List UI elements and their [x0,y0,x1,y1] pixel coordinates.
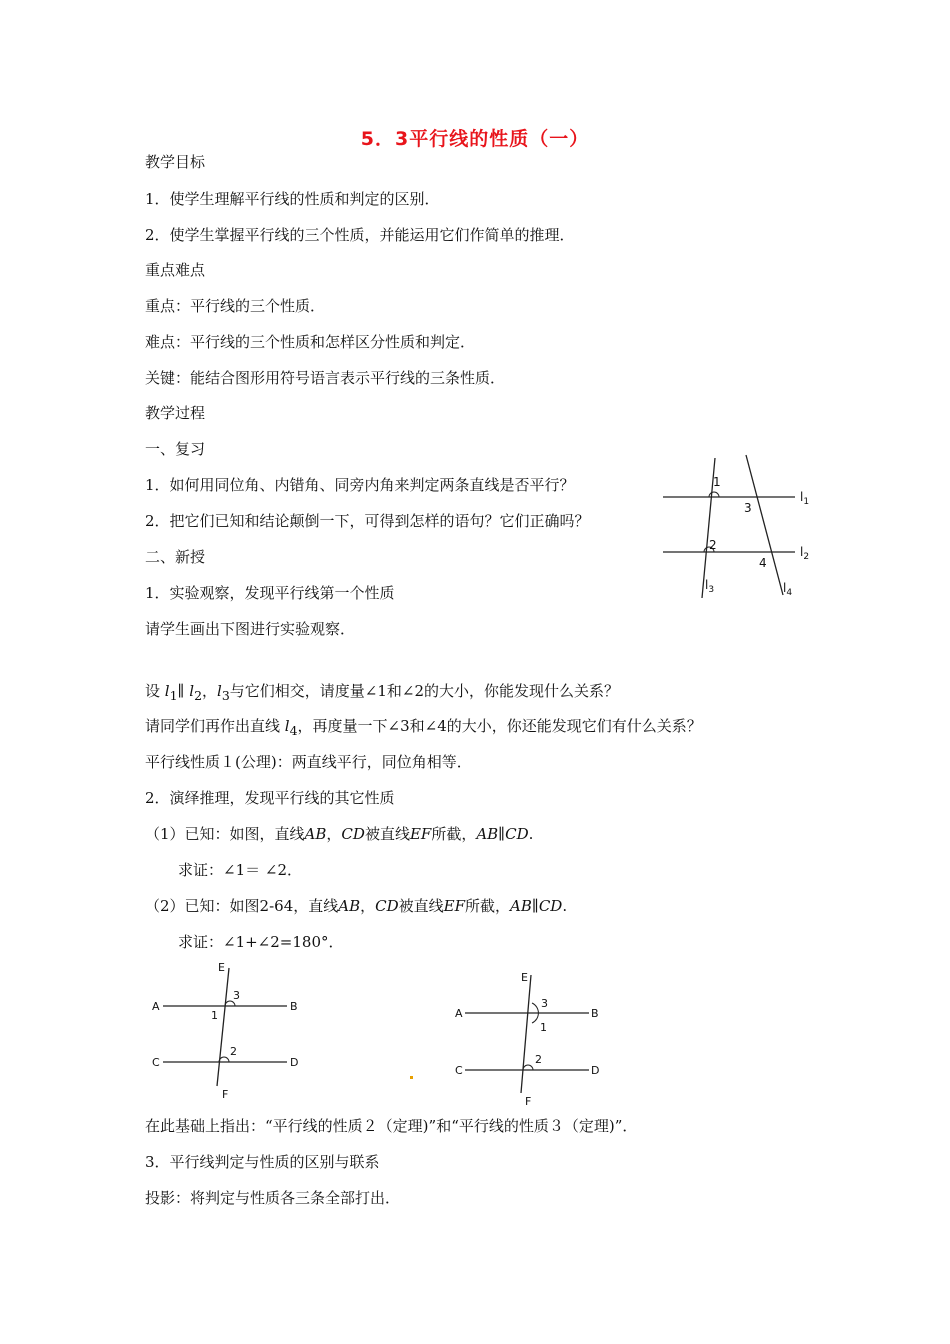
projection-note: 投影：将判定与性质各三条全部打出． [145,1189,401,1207]
review-question-2: 2．把它们已知和结论颠倒一下，可得到怎样的语句？它们正确吗？ [145,512,590,530]
angle-2-label: 2 [535,1053,542,1066]
parallel-lines-figure-2 [145,958,310,1103]
section-heading-goals: 教学目标 [145,153,206,171]
point-C-label: C [152,1056,160,1069]
section-heading-process: 教学过程 [145,404,206,422]
deduction-heading: 2．演绎推理，发现平行线的其它性质 [145,789,395,807]
experiment-line-1: 设 $l_1\parallel$ $l_2$，$l_3$与它们相交，请度量∠1和∠2的大小，你能发现什么关系？ [145,682,620,703]
keypoint-key: 关键：能结合图形用符号语言表示平行线的三条性质． [145,369,506,387]
line-l1-label: $l_1$ [800,490,810,507]
goal-item-2: 2．使学生掌握平行线的三个性质，并能运用它们作简单的推理． [145,226,575,244]
stray-mark [410,1076,413,1079]
line-l3-label: $l_3$ [705,578,715,595]
point-A-label: A [152,1000,160,1013]
point-F-label: F [222,1088,229,1101]
keypoint-difficulty: 难点：平行线的三个性质和怎样区分性质和判定． [145,333,476,351]
keypoint-focus: 重点：平行线的三个性质． [145,297,326,315]
experiment-line-2: 请同学们再作出直线 $l_4$，再度量一下∠3和∠4的大小，你还能发现它们有什么关系？ [145,717,702,738]
property-1: 平行线性质１(公理)：两直线平行，同位角相等． [145,753,472,771]
given-2: （2）已知：如图2-64，直线AB，CD被直线EF所截，AB∥CD. [145,897,568,915]
point-D-label: D [290,1056,299,1069]
review-question-1: 1．如何用同位角、内错角、同旁内角来判定两条直线是否平行？ [145,476,575,494]
conclusion-line: 在此基础上指出：“平行线的性质２（定理)”和“平行线的性质３（定理)”． [145,1117,638,1135]
angle-1-label: 1 [211,1009,218,1022]
goal-item-1: 1．使学生理解平行线的性质和判定的区别． [145,190,440,208]
angle-3-label: 3 [541,997,548,1010]
point-B-label: B [290,1000,298,1013]
new-lesson-instruction: 请学生画出下图进行实验观察． [145,620,356,638]
point-C-label: C [455,1064,463,1077]
angle-3-label: 3 [744,501,752,515]
section-item-3: 3．平行线判定与性质的区别与联系 [145,1153,380,1171]
parallel-lines-figure-3 [447,965,612,1110]
prove-2: 求证：∠1+∠2=180°． [178,933,344,951]
review-heading: 一、复习 [145,440,206,458]
point-B-label: B [591,1007,599,1020]
line-l4-label: $l_4$ [783,581,793,598]
point-D-label: D [591,1064,600,1077]
angle-2-label: 2 [230,1045,237,1058]
angle-4-label: 4 [759,556,767,570]
point-F-label: F [525,1095,532,1108]
page-title: 5．3平行线的性质（一） [360,128,590,150]
point-E-label: E [218,961,225,974]
new-lesson-item-1: 1．实验观察，发现平行线第一个性质 [145,584,395,602]
point-A-label: A [455,1007,463,1020]
angle-3-label: 3 [233,989,240,1002]
angle-2-label: 2 [709,538,717,552]
parallel-lines-figure-1 [655,450,825,605]
angle-1-label: 1 [540,1021,547,1034]
point-E-label: E [521,971,528,984]
angle-1-label: 1 [713,475,721,489]
prove-1: 求证：∠1＝ ∠2． [178,861,302,879]
section-heading-keypoints: 重点难点 [145,261,206,279]
line-l2-label: $l_2$ [800,545,810,562]
given-1: （1）已知：如图，直线AB，CD被直线EF所截，AB∥CD. [145,825,534,843]
new-lesson-heading: 二、新授 [145,548,206,566]
